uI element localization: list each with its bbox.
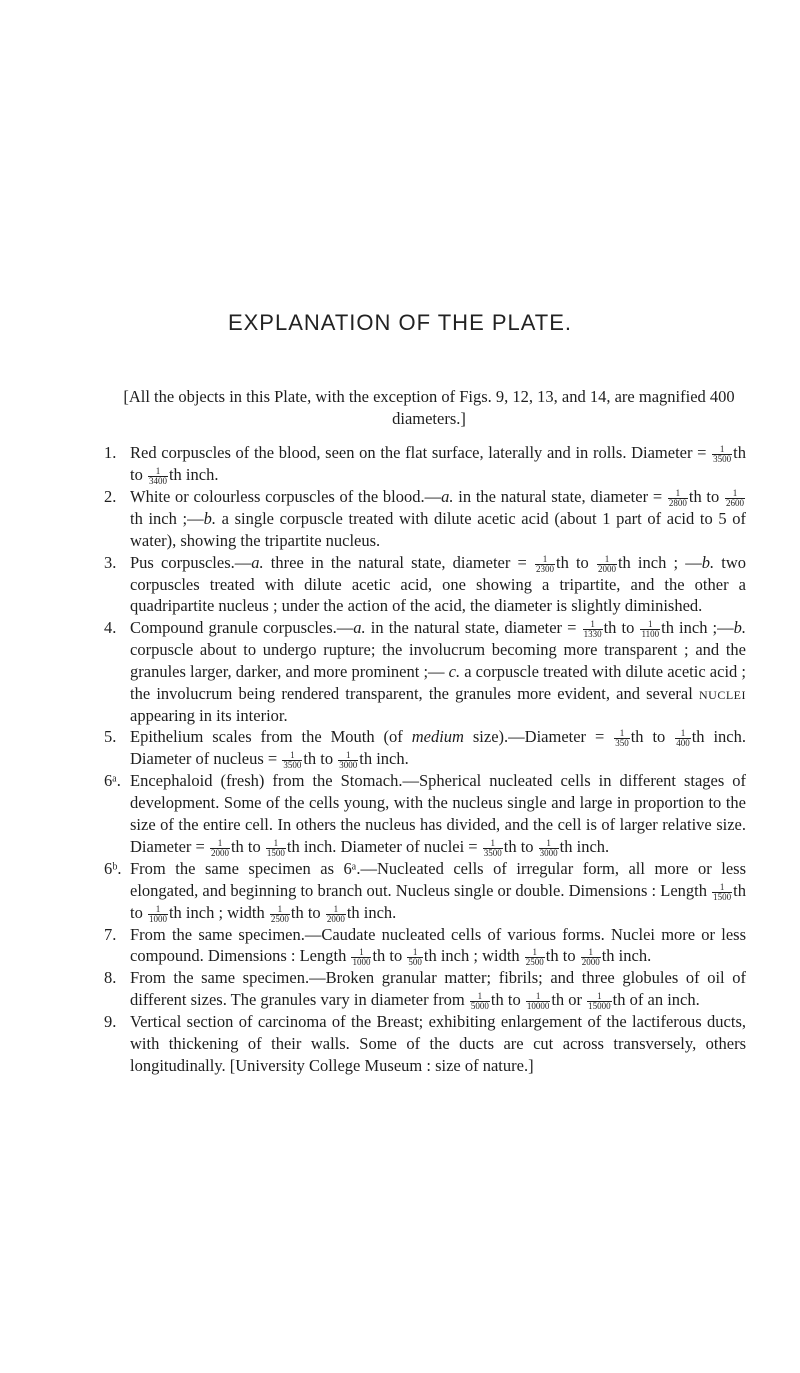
fraction-denominator: 2500 bbox=[270, 913, 289, 924]
entry-italic-text: b. bbox=[733, 618, 747, 638]
entry-number: 9. bbox=[104, 1012, 117, 1032]
fraction-denominator: 400 bbox=[676, 738, 690, 749]
fraction-denominator: 3400 bbox=[148, 476, 167, 486]
fraction-denominator: 500 bbox=[408, 957, 422, 968]
entry-number: 6ᵇ. bbox=[104, 858, 122, 878]
entry-text: th inch ; — bbox=[617, 552, 702, 572]
fraction bbox=[483, 839, 503, 858]
fraction bbox=[148, 905, 168, 924]
fraction-numerator: 1 bbox=[338, 751, 358, 761]
fraction-numerator: 1 bbox=[640, 620, 660, 630]
entry-text: th inch. bbox=[168, 465, 219, 484]
entry-number: 2. bbox=[104, 487, 117, 506]
fraction-numerator: 1 bbox=[614, 729, 630, 739]
entry-number: 1. bbox=[104, 443, 117, 462]
entry-text: th to bbox=[545, 946, 580, 966]
entry-text: Pus corpuscles.— bbox=[130, 552, 252, 572]
entry-text: th inch. bbox=[346, 902, 397, 922]
entry bbox=[104, 552, 746, 618]
fraction-denominator: 1000 bbox=[352, 957, 371, 968]
fraction-numerator: 1 bbox=[326, 905, 346, 915]
entry bbox=[104, 617, 746, 726]
fraction-denominator: 2800 bbox=[668, 498, 687, 508]
fraction-denominator: 15000 bbox=[588, 1001, 611, 1012]
fraction-denominator: 3000 bbox=[539, 847, 558, 858]
fraction-numerator: 1 bbox=[525, 948, 545, 958]
fraction bbox=[526, 992, 551, 1011]
entry-text: Compound granule corpuscles.— bbox=[130, 618, 354, 638]
entry-text: appearing in its interior. bbox=[130, 705, 288, 725]
entry-number: 7. bbox=[104, 924, 117, 944]
entry-text: th to bbox=[130, 880, 746, 922]
entry-italic-text: a. bbox=[441, 487, 454, 506]
entry-text: a single corpuscle treated with dilute acetic acid (about 1 part of acid to 5 of water), showing the tripartite nucleus. bbox=[130, 509, 746, 550]
entry-text: th to bbox=[372, 946, 407, 966]
fraction bbox=[148, 467, 168, 486]
fraction-numerator: 1 bbox=[583, 620, 603, 630]
fraction bbox=[282, 751, 302, 770]
entry-number: 4. bbox=[104, 618, 117, 638]
entry-number: 3. bbox=[104, 552, 117, 572]
entry-text: th to bbox=[630, 727, 675, 747]
fraction-denominator: 3500 bbox=[283, 760, 302, 771]
entry-text: th inch ;— bbox=[661, 618, 734, 638]
fraction bbox=[270, 905, 290, 924]
fraction-denominator: 2600 bbox=[726, 498, 745, 508]
entry-text: three in the natural state, diameter = bbox=[263, 552, 534, 572]
fraction bbox=[712, 445, 732, 464]
entry-italic-text: a. bbox=[353, 618, 366, 638]
fraction bbox=[351, 948, 371, 967]
fraction-denominator: 2000 bbox=[597, 563, 616, 574]
entry bbox=[104, 442, 746, 486]
fraction bbox=[470, 992, 490, 1011]
entry-text: th inch. Diameter of nuclei = bbox=[286, 836, 482, 856]
fraction bbox=[535, 555, 555, 574]
entry bbox=[104, 858, 746, 924]
entry-text: th to bbox=[290, 902, 325, 922]
fraction-numerator: 1 bbox=[668, 489, 688, 499]
entry-text: From the same specimen as 6ᵃ.—Nucleated cells of irregular form, all more or less elongated, and beginning to branch out. Nucleus single or double. Dimensions : Length bbox=[130, 858, 746, 900]
entry bbox=[104, 486, 746, 552]
entry-text: th to bbox=[130, 443, 746, 484]
entry-text: th inch. bbox=[601, 946, 652, 966]
fraction-denominator: 3500 bbox=[713, 454, 732, 464]
fraction bbox=[326, 905, 346, 924]
entry-italic-text: a. bbox=[251, 552, 264, 572]
entry-text: From the same specimen.—Broken granular matter; fibrils; and three globules of oil of different sizes. The granules vary in diameter from bbox=[130, 968, 746, 1010]
fraction bbox=[583, 620, 603, 639]
entry-text: th to bbox=[490, 990, 525, 1010]
fraction bbox=[614, 729, 630, 748]
fraction bbox=[587, 992, 612, 1011]
fraction bbox=[338, 751, 358, 770]
entries-list bbox=[104, 442, 746, 1077]
entry-text: th of an inch. bbox=[612, 990, 700, 1010]
entry-text: th to bbox=[603, 618, 640, 638]
fraction-numerator: 1 bbox=[148, 905, 168, 915]
fraction-numerator: 1 bbox=[266, 839, 286, 849]
fraction-denominator: 1000 bbox=[148, 913, 167, 924]
entry bbox=[104, 726, 746, 770]
fraction-numerator: 1 bbox=[526, 992, 551, 1002]
fraction-numerator: 1 bbox=[270, 905, 290, 915]
fraction-numerator: 1 bbox=[587, 992, 612, 1002]
fraction-denominator: 5000 bbox=[470, 1001, 489, 1012]
fraction-denominator: 2000 bbox=[581, 957, 600, 968]
entry bbox=[104, 770, 746, 857]
magnification-note: [All the objects in this Plate, with the exception of Figs. 9, 12, 13, and 14, are magnified 400 diameters.] bbox=[123, 387, 735, 428]
fraction bbox=[525, 948, 545, 967]
fraction bbox=[640, 620, 660, 639]
fraction bbox=[266, 839, 286, 858]
entry-text: corpuscle about to undergo rupture; the involucrum becoming more transparent ; and the granules larger, darker, and more prominent ;— bbox=[130, 640, 746, 681]
entry-smallcaps-text: nuclei bbox=[699, 683, 746, 703]
fraction-numerator: 1 bbox=[712, 445, 732, 455]
entry-text: th inch ;— bbox=[130, 509, 204, 528]
entry-text: th inch. bbox=[359, 749, 409, 769]
entry-text: Vertical section of carcinoma of the Breast; exhibiting enlargement of the lactiferous ducts, with thickening of their walls. Some of the ducts are cut across transversely, others longitudinally. [University College Museum : size of nature.] bbox=[130, 1012, 746, 1075]
entry-italic-text: medium bbox=[411, 727, 464, 747]
entry-text: th inch ; width bbox=[423, 946, 524, 966]
fraction-numerator: 1 bbox=[210, 839, 230, 849]
fraction-denominator: 1330 bbox=[583, 629, 602, 640]
fraction bbox=[668, 489, 688, 508]
fraction bbox=[725, 489, 745, 508]
fraction-numerator: 1 bbox=[483, 839, 503, 849]
fraction-numerator: 1 bbox=[712, 883, 732, 893]
entry bbox=[104, 924, 746, 968]
entry-text: th to bbox=[230, 836, 265, 856]
fraction bbox=[539, 839, 559, 858]
fraction-numerator: 1 bbox=[675, 729, 691, 739]
fraction-denominator: 2300 bbox=[535, 563, 554, 574]
entry-number: 8. bbox=[104, 968, 117, 988]
entry-text: in the natural state, diameter = bbox=[365, 618, 582, 638]
entry-text: two corpuscles treated with dilute acetic acid, one showing a tripartite, and the other a quadripartite nucleus ; under the action of the acid, the diameter is slightly diminished. bbox=[130, 552, 747, 616]
fraction bbox=[597, 555, 617, 574]
fraction bbox=[675, 729, 691, 748]
fraction-numerator: 1 bbox=[282, 751, 302, 761]
fraction-denominator: 1500 bbox=[266, 847, 285, 858]
fraction-denominator: 2500 bbox=[525, 957, 544, 968]
fraction-denominator: 350 bbox=[615, 738, 629, 749]
fraction-denominator: 1500 bbox=[713, 891, 732, 902]
entry-italic-text: c. bbox=[448, 661, 461, 681]
entry-number: 5. bbox=[104, 727, 117, 747]
fraction-numerator: 1 bbox=[470, 992, 490, 1002]
entry-text: th to bbox=[688, 487, 725, 506]
entry-text: Epithelium scales from the Mouth (of bbox=[130, 727, 412, 747]
fraction-numerator: 1 bbox=[725, 489, 745, 499]
entry-text: a corpuscle treated with dilute acetic acid ; the involucrum being rendered transparent, the granules more evident, and several bbox=[130, 661, 746, 703]
fraction-denominator: 3500 bbox=[483, 847, 502, 858]
fraction-denominator: 3000 bbox=[339, 760, 358, 771]
fraction-numerator: 1 bbox=[535, 555, 555, 565]
fraction bbox=[210, 839, 230, 858]
fraction-denominator: 2000 bbox=[326, 913, 345, 924]
entry-text: th to bbox=[503, 836, 538, 856]
entry-text: th to bbox=[303, 749, 338, 769]
entry-text: th inch. Diameter of nucleus = bbox=[130, 727, 746, 769]
entry-number: 6ᵃ. bbox=[104, 771, 121, 791]
entry-text: th inch ; width bbox=[168, 902, 269, 922]
entry-text: From the same specimen.—Caudate nucleated cells of various forms. Nuclei more or less compound. Dimensions : Length bbox=[130, 924, 746, 966]
entry-text: th or bbox=[551, 990, 587, 1010]
entry-text: th to bbox=[555, 552, 596, 572]
fraction-denominator: 1100 bbox=[641, 629, 660, 640]
entry-text: th inch. bbox=[559, 836, 610, 856]
fraction-numerator: 1 bbox=[407, 948, 423, 958]
entry-italic-text: b. bbox=[203, 509, 216, 528]
entry-text: in the natural state, diameter = bbox=[453, 487, 667, 506]
fraction bbox=[407, 948, 423, 967]
fraction-denominator: 10000 bbox=[526, 1001, 550, 1012]
fraction bbox=[581, 948, 601, 967]
entry-text: Encephaloid (fresh) from the Stomach.—Spherical nucleated cells in different stages of development. Some of the cells young, with the nucleus single and large in proportion to the size of the entire cell. In others the nucleus has divided, and the cell is of larger relative size. Diameter = bbox=[130, 771, 746, 856]
fraction-numerator: 1 bbox=[148, 467, 168, 477]
entry-text: size).—Diameter = bbox=[463, 727, 614, 747]
fraction-numerator: 1 bbox=[581, 948, 601, 958]
fraction-numerator: 1 bbox=[351, 948, 371, 958]
fraction-numerator: 1 bbox=[539, 839, 559, 849]
entry-text: Red corpuscles of the blood, seen on the flat surface, laterally and in rolls. Diameter = bbox=[130, 443, 712, 462]
page-title: EXPLANATION OF THE PLATE. bbox=[227, 310, 573, 335]
entry bbox=[104, 1011, 746, 1076]
fraction-numerator: 1 bbox=[597, 555, 617, 565]
entry-text: White or colourless corpuscles of the blood.— bbox=[130, 487, 442, 506]
entry bbox=[104, 967, 746, 1011]
entry-italic-text: b. bbox=[701, 552, 715, 572]
fraction-denominator: 2000 bbox=[210, 847, 229, 858]
fraction bbox=[712, 883, 732, 902]
